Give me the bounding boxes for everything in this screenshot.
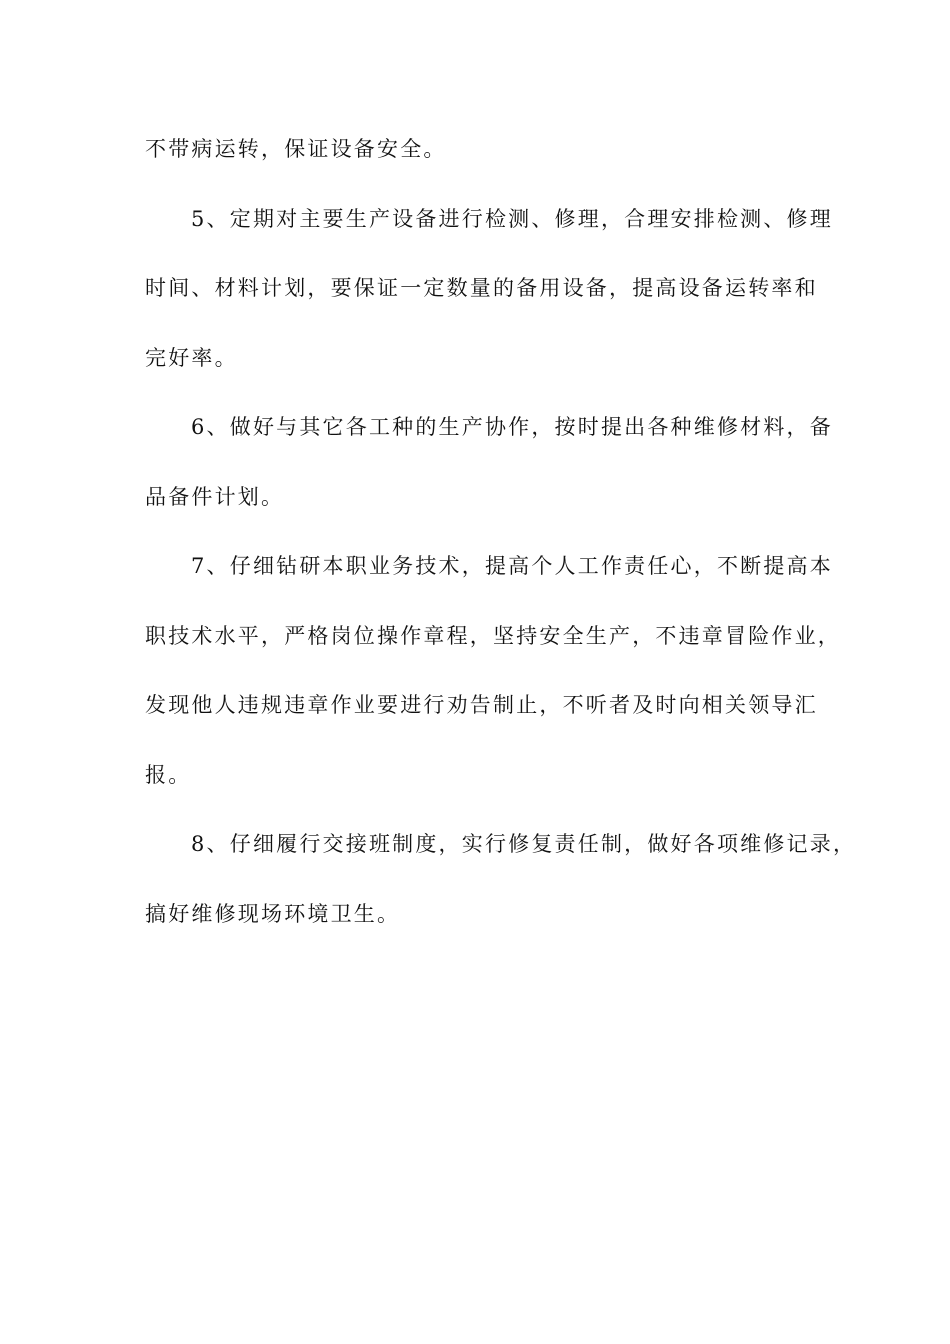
text-line: 搞好维修现场环境卫生。: [145, 901, 401, 926]
text-line: 7、仔细钻研本职业务技术，提高个人工作责任心，不断提高本: [191, 554, 833, 578]
text-line: 6、做好与其它各工种的生产协作，按时提出各种维修材料，备: [191, 415, 833, 439]
text-line: 品备件计划。: [145, 484, 285, 509]
text-line: 职技术水平，严格岗位操作章程，坚持安全生产，不违章冒险作业，: [145, 623, 841, 648]
text-line: 不带病运转，保证设备安全。: [145, 137, 447, 161]
text-line: 报。: [145, 762, 192, 787]
text-line: 8、仔细履行交接班制度，实行修复责任制，做好各项维修记录，: [191, 832, 857, 856]
document-body: [145, 128, 857, 962]
text-line: 发现他人违规违章作业要进行劝告制止，不听者及时向相关领导汇: [145, 693, 818, 717]
text-line: 时间、材料计划，要保证一定数量的备用设备，提高设备运转率和: [145, 276, 818, 300]
text-line: 5、定期对主要生产设备进行检测、修理，合理安排检测、修理: [191, 206, 833, 231]
text-line: 完好率。: [145, 345, 238, 370]
